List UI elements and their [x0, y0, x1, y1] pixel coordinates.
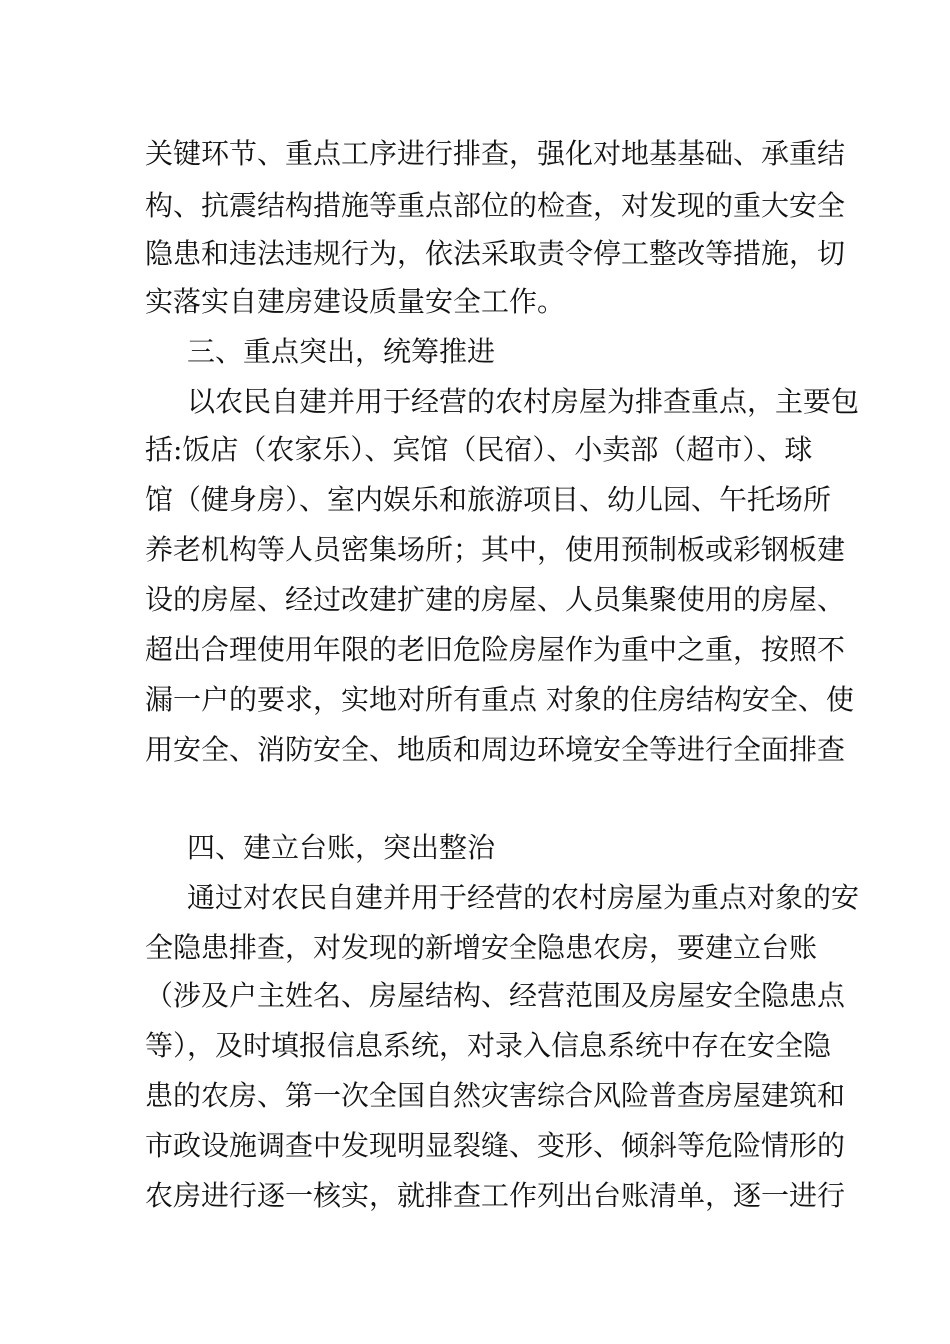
paragraph-2-line-6: 超出合理使用年限的老旧危险房屋作为重中之重，按照不	[145, 633, 846, 666]
paragraph-2-line-1: 以农民自建并用于经营的农村房屋为排查重点，主要包	[187, 385, 860, 418]
paragraph-3-line-2: 全隐患排查，对发现的新增安全隐患农房，要建立台账	[145, 931, 818, 964]
section-heading-3: 三、重点突出，统筹推进	[187, 335, 496, 368]
paragraph-3-line-3: （涉及户主姓名、房屋结构、经营范围及房屋安全隐患点	[145, 979, 846, 1012]
paragraph-1-line-1: 关键环节、重点工序进行排查，强化对地基基础、承重结	[145, 137, 846, 170]
paragraph-2-line-4: 养老机构等人员密集场所；其中，使用预制板或彩钢板建	[145, 533, 846, 566]
section-heading-4: 四、建立台账，突出整治	[187, 831, 496, 864]
paragraph-2-line-8: 用安全、消防安全、地质和周边环境安全等进行全面排查	[145, 733, 846, 766]
paragraph-2-line-7: 漏一户的要求，实地对所有重点 对象的住房结构安全、使	[145, 683, 854, 716]
paragraph-2-line-3: 馆（健身房）、室内娱乐和旅游项目、幼儿园、午托场所	[145, 483, 832, 516]
paragraph-3-line-6: 市政设施调查中发现明显裂缝、变形、倾斜等危险情形的	[145, 1129, 846, 1162]
paragraph-1-line-4: 实落实自建房建设质量安全工作。	[145, 285, 566, 318]
paragraph-1-line-2: 构、抗震结构措施等重点部位的检查，对发现的重大安全	[145, 189, 846, 222]
paragraph-1-line-3: 隐患和违法违规行为，依法采取责令停工整改等措施，切	[145, 237, 846, 270]
paragraph-3-line-1: 通过对农民自建并用于经营的农村房屋为重点对象的安	[187, 881, 860, 914]
paragraph-2-line-2: 括:饭店（农家乐）、宾馆（民宿）、小卖部（超市）、球	[145, 433, 813, 466]
paragraph-3-line-5: 患的农房、第一次全国自然灾害综合风险普查房屋建筑和	[145, 1079, 846, 1112]
paragraph-3-line-7: 农房进行逐一核实，就排查工作列出台账清单，逐一进行	[145, 1179, 846, 1212]
paragraph-2-line-5: 设的房屋、经过改建扩建的房屋、人员集聚使用的房屋、	[145, 583, 846, 616]
paragraph-3-line-4: 等），及时填报信息系统，对录入信息系统中存在安全隐	[145, 1029, 832, 1062]
